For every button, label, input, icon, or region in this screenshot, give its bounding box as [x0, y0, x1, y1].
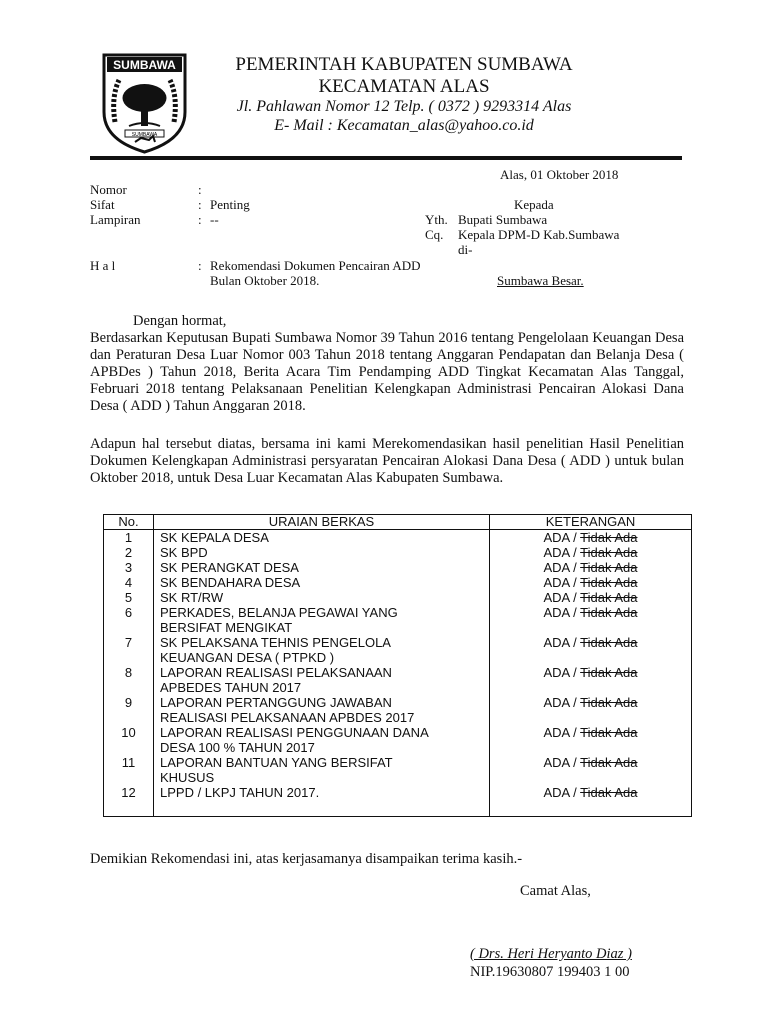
row-number: 10 — [104, 725, 154, 755]
ada-label: ADA / — [543, 575, 577, 590]
recipient-yth-value: Bupati Sumbawa — [458, 212, 548, 227]
salutation: Dengan hormat, — [133, 313, 227, 329]
letterhead-rule — [90, 156, 682, 160]
tidak-ada-label: Tidak Ada — [580, 725, 638, 740]
nomor-colon: : — [198, 182, 202, 197]
table-row — [104, 605, 692, 635]
uraian-line-1: LAPORAN BANTUAN YANG BERSIFAT — [160, 755, 393, 770]
uraian-line-2: KHUSUS — [160, 770, 215, 785]
recipient-cq-value: Kepala DPM-D Kab.Sumbawa — [458, 227, 620, 242]
row-number: 2 — [104, 545, 154, 560]
uraian-line-1: SK BPD — [160, 545, 208, 560]
lampiran-value: -- — [210, 212, 219, 227]
table-row — [104, 755, 692, 785]
logo-banner: SUMBAWA — [131, 132, 158, 138]
tidak-ada-label: Tidak Ada — [580, 605, 638, 620]
empty-cell — [490, 800, 692, 817]
uraian-line-1: PERKADES, BELANJA PEGAWAI YANG — [160, 605, 398, 620]
ada-label: ADA / — [543, 695, 577, 710]
row-keterangan — [490, 755, 692, 785]
row-uraian — [154, 530, 490, 546]
row-number: 1 — [104, 530, 154, 546]
hal-label: H a l — [90, 258, 116, 273]
kop-email: E- Mail : Kecamatan_alas@yahoo.co.id — [274, 117, 534, 134]
recipient-di: di- — [458, 242, 473, 257]
uraian-line-2: APBEDES TAHUN 2017 — [160, 680, 302, 695]
row-uraian — [154, 560, 490, 575]
row-uraian — [154, 605, 490, 635]
uraian-line-1: SK KEPALA DESA — [160, 530, 269, 545]
tidak-ada-label: Tidak Ada — [580, 695, 638, 710]
row-keterangan — [490, 545, 692, 560]
row-number: 12 — [104, 785, 154, 800]
hal-value-2: Bulan Oktober 2018. — [210, 273, 320, 288]
row-keterangan — [490, 695, 692, 725]
logo-text: SUMBAWA — [113, 58, 176, 72]
uraian-line-1: SK PERANGKAT DESA — [160, 560, 299, 575]
uraian-line-1: LPPD / LKPJ TAHUN 2017. — [160, 785, 320, 800]
paragraph-1: Berdasarkan Keputusan Bupati Sumbawa Nomor 39 Tahun 2016 tentang Pengelolaan Keuangan Desa dan Peraturan Desa Luar Nomor 003 Tahun 2018 tentang Anggaran Pendapatan dan Belanja Desa ( APBDes ) Tahun 2018, Berita Acara Tim Pendamping ADD Tingkat Kecamatan Alas Tanggal, Februari 2018 tentang Pelaksanaan Penelitian Kelengkapan Administrasi Pencairan Alokasi Dana Desa ( ADD ) Tahun Anggaran 2018. — [90, 330, 750, 414]
row-uraian — [154, 665, 490, 695]
row-uraian — [154, 545, 490, 560]
row-keterangan — [490, 725, 692, 755]
row-number: 8 — [104, 665, 154, 695]
row-keterangan — [490, 605, 692, 635]
table-header-row — [104, 515, 692, 530]
ada-label: ADA / — [543, 530, 577, 545]
tidak-ada-label: Tidak Ada — [580, 575, 638, 590]
table-row — [104, 590, 692, 605]
header-uraian: URAIAN BERKAS — [154, 515, 490, 530]
uraian-line-2: BERSIFAT MENGIKAT — [160, 620, 293, 635]
kop-address: Jl. Pahlawan Nomor 12 Telp. ( 0372 ) 9293314 Alas — [236, 98, 572, 115]
ada-label: ADA / — [543, 590, 577, 605]
document-table — [103, 514, 692, 817]
ada-label: ADA / — [543, 560, 577, 575]
row-number: 9 — [104, 695, 154, 725]
lampiran-label: Lampiran — [90, 212, 141, 227]
table-row — [104, 635, 692, 665]
empty-cell — [104, 800, 154, 817]
row-number: 5 — [104, 590, 154, 605]
row-keterangan — [490, 785, 692, 800]
uraian-line-1: LAPORAN REALISASI PENGGUNAAN DANA — [160, 725, 429, 740]
table-row — [104, 575, 692, 590]
row-number: 4 — [104, 575, 154, 590]
ada-label: ADA / — [543, 605, 577, 620]
row-keterangan — [490, 665, 692, 695]
row-uraian — [154, 695, 490, 725]
row-keterangan — [490, 590, 692, 605]
sifat-colon: : — [198, 197, 202, 212]
table-row — [104, 560, 692, 575]
hal-value-1: Rekomendasi Dokumen Pencairan ADD — [210, 258, 421, 273]
row-uraian — [154, 785, 490, 800]
table-row — [104, 665, 692, 695]
tidak-ada-label: Tidak Ada — [580, 785, 638, 800]
row-keterangan — [490, 575, 692, 590]
row-number: 11 — [104, 755, 154, 785]
uraian-line-1: LAPORAN PERTANGGUNG JAWABAN — [160, 695, 392, 710]
recipient-yth-label: Yth. — [425, 212, 448, 227]
uraian-line-2: KEUANGAN DESA ( PTPKD ) — [160, 650, 335, 665]
row-number: 3 — [104, 560, 154, 575]
table-row — [104, 695, 692, 725]
signature-name: ( Drs. Heri Heryanto Diaz ) — [470, 946, 632, 962]
row-number: 6 — [104, 605, 154, 635]
ada-label: ADA / — [543, 665, 577, 680]
row-uraian — [154, 635, 490, 665]
uraian-line-2: REALISASI PELAKSANAAN APBDES 2017 — [160, 710, 415, 725]
nomor-label: Nomor — [90, 182, 127, 197]
row-uraian — [154, 725, 490, 755]
kop-title-2: KECAMATAN ALAS — [318, 76, 490, 97]
sifat-label: Sifat — [90, 197, 115, 212]
lampiran-colon: : — [198, 212, 202, 227]
row-number: 7 — [104, 635, 154, 665]
row-keterangan — [490, 560, 692, 575]
ada-label: ADA / — [543, 635, 577, 650]
kop-title-1: PEMERINTAH KABUPATEN SUMBAWA — [235, 54, 573, 75]
uraian-line-2: DESA 100 % TAHUN 2017 — [160, 740, 315, 755]
tidak-ada-label: Tidak Ada — [580, 755, 638, 770]
sifat-value: Penting — [210, 197, 250, 212]
tidak-ada-label: Tidak Ada — [580, 545, 638, 560]
tidak-ada-label: Tidak Ada — [580, 560, 638, 575]
ada-label: ADA / — [543, 785, 577, 800]
table-row — [104, 530, 692, 546]
signature-nip: NIP.19630807 199403 1 00 — [470, 964, 630, 980]
ada-label: ADA / — [543, 755, 577, 770]
table-empty-row — [104, 800, 692, 817]
recipient-place: Sumbawa Besar. — [497, 273, 584, 288]
row-keterangan — [490, 635, 692, 665]
header-no: No. — [104, 515, 154, 530]
uraian-line-1: SK PELAKSANA TEHNIS PENGELOLA — [160, 635, 391, 650]
uraian-line-1: SK BENDAHARA DESA — [160, 575, 301, 590]
row-uraian — [154, 590, 490, 605]
uraian-line-1: LAPORAN REALISASI PELAKSANAAN — [160, 665, 392, 680]
table-row — [104, 785, 692, 800]
recipient-kepada: Kepada — [514, 197, 554, 212]
table-row — [104, 545, 692, 560]
tidak-ada-label: Tidak Ada — [580, 530, 638, 545]
recipient-cq-label: Cq. — [425, 227, 444, 242]
uraian-line-1: SK RT/RW — [160, 590, 224, 605]
row-uraian — [154, 755, 490, 785]
row-uraian — [154, 575, 490, 590]
ada-label: ADA / — [543, 545, 577, 560]
tidak-ada-label: Tidak Ada — [580, 665, 638, 680]
signature-title: Camat Alas, — [520, 883, 591, 899]
tidak-ada-label: Tidak Ada — [580, 590, 638, 605]
paragraph-2: Adapun hal tersebut diatas, bersama ini kami Merekomendasikan hasil penelitian Hasil Penelitian Dokumen Kelengkapan Administrasi persyaratan Pencairan Alokasi Dana Desa ( ADD ) untuk bulan Oktober 2018, untuk Desa Luar Kecamatan Alas Kabupaten Sumbawa. — [90, 436, 684, 486]
empty-cell — [154, 800, 490, 817]
row-keterangan — [490, 530, 692, 546]
letter-date: Alas, 01 Oktober 2018 — [500, 167, 619, 182]
ada-label: ADA / — [543, 725, 577, 740]
closing-text: Demikian Rekomendasi ini, atas kerjasamanya disampaikan terima kasih.- — [90, 851, 523, 867]
header-keterangan: KETERANGAN — [490, 515, 692, 530]
table-row — [104, 725, 692, 755]
tidak-ada-label: Tidak Ada — [580, 635, 638, 650]
hal-colon: : — [198, 258, 202, 273]
